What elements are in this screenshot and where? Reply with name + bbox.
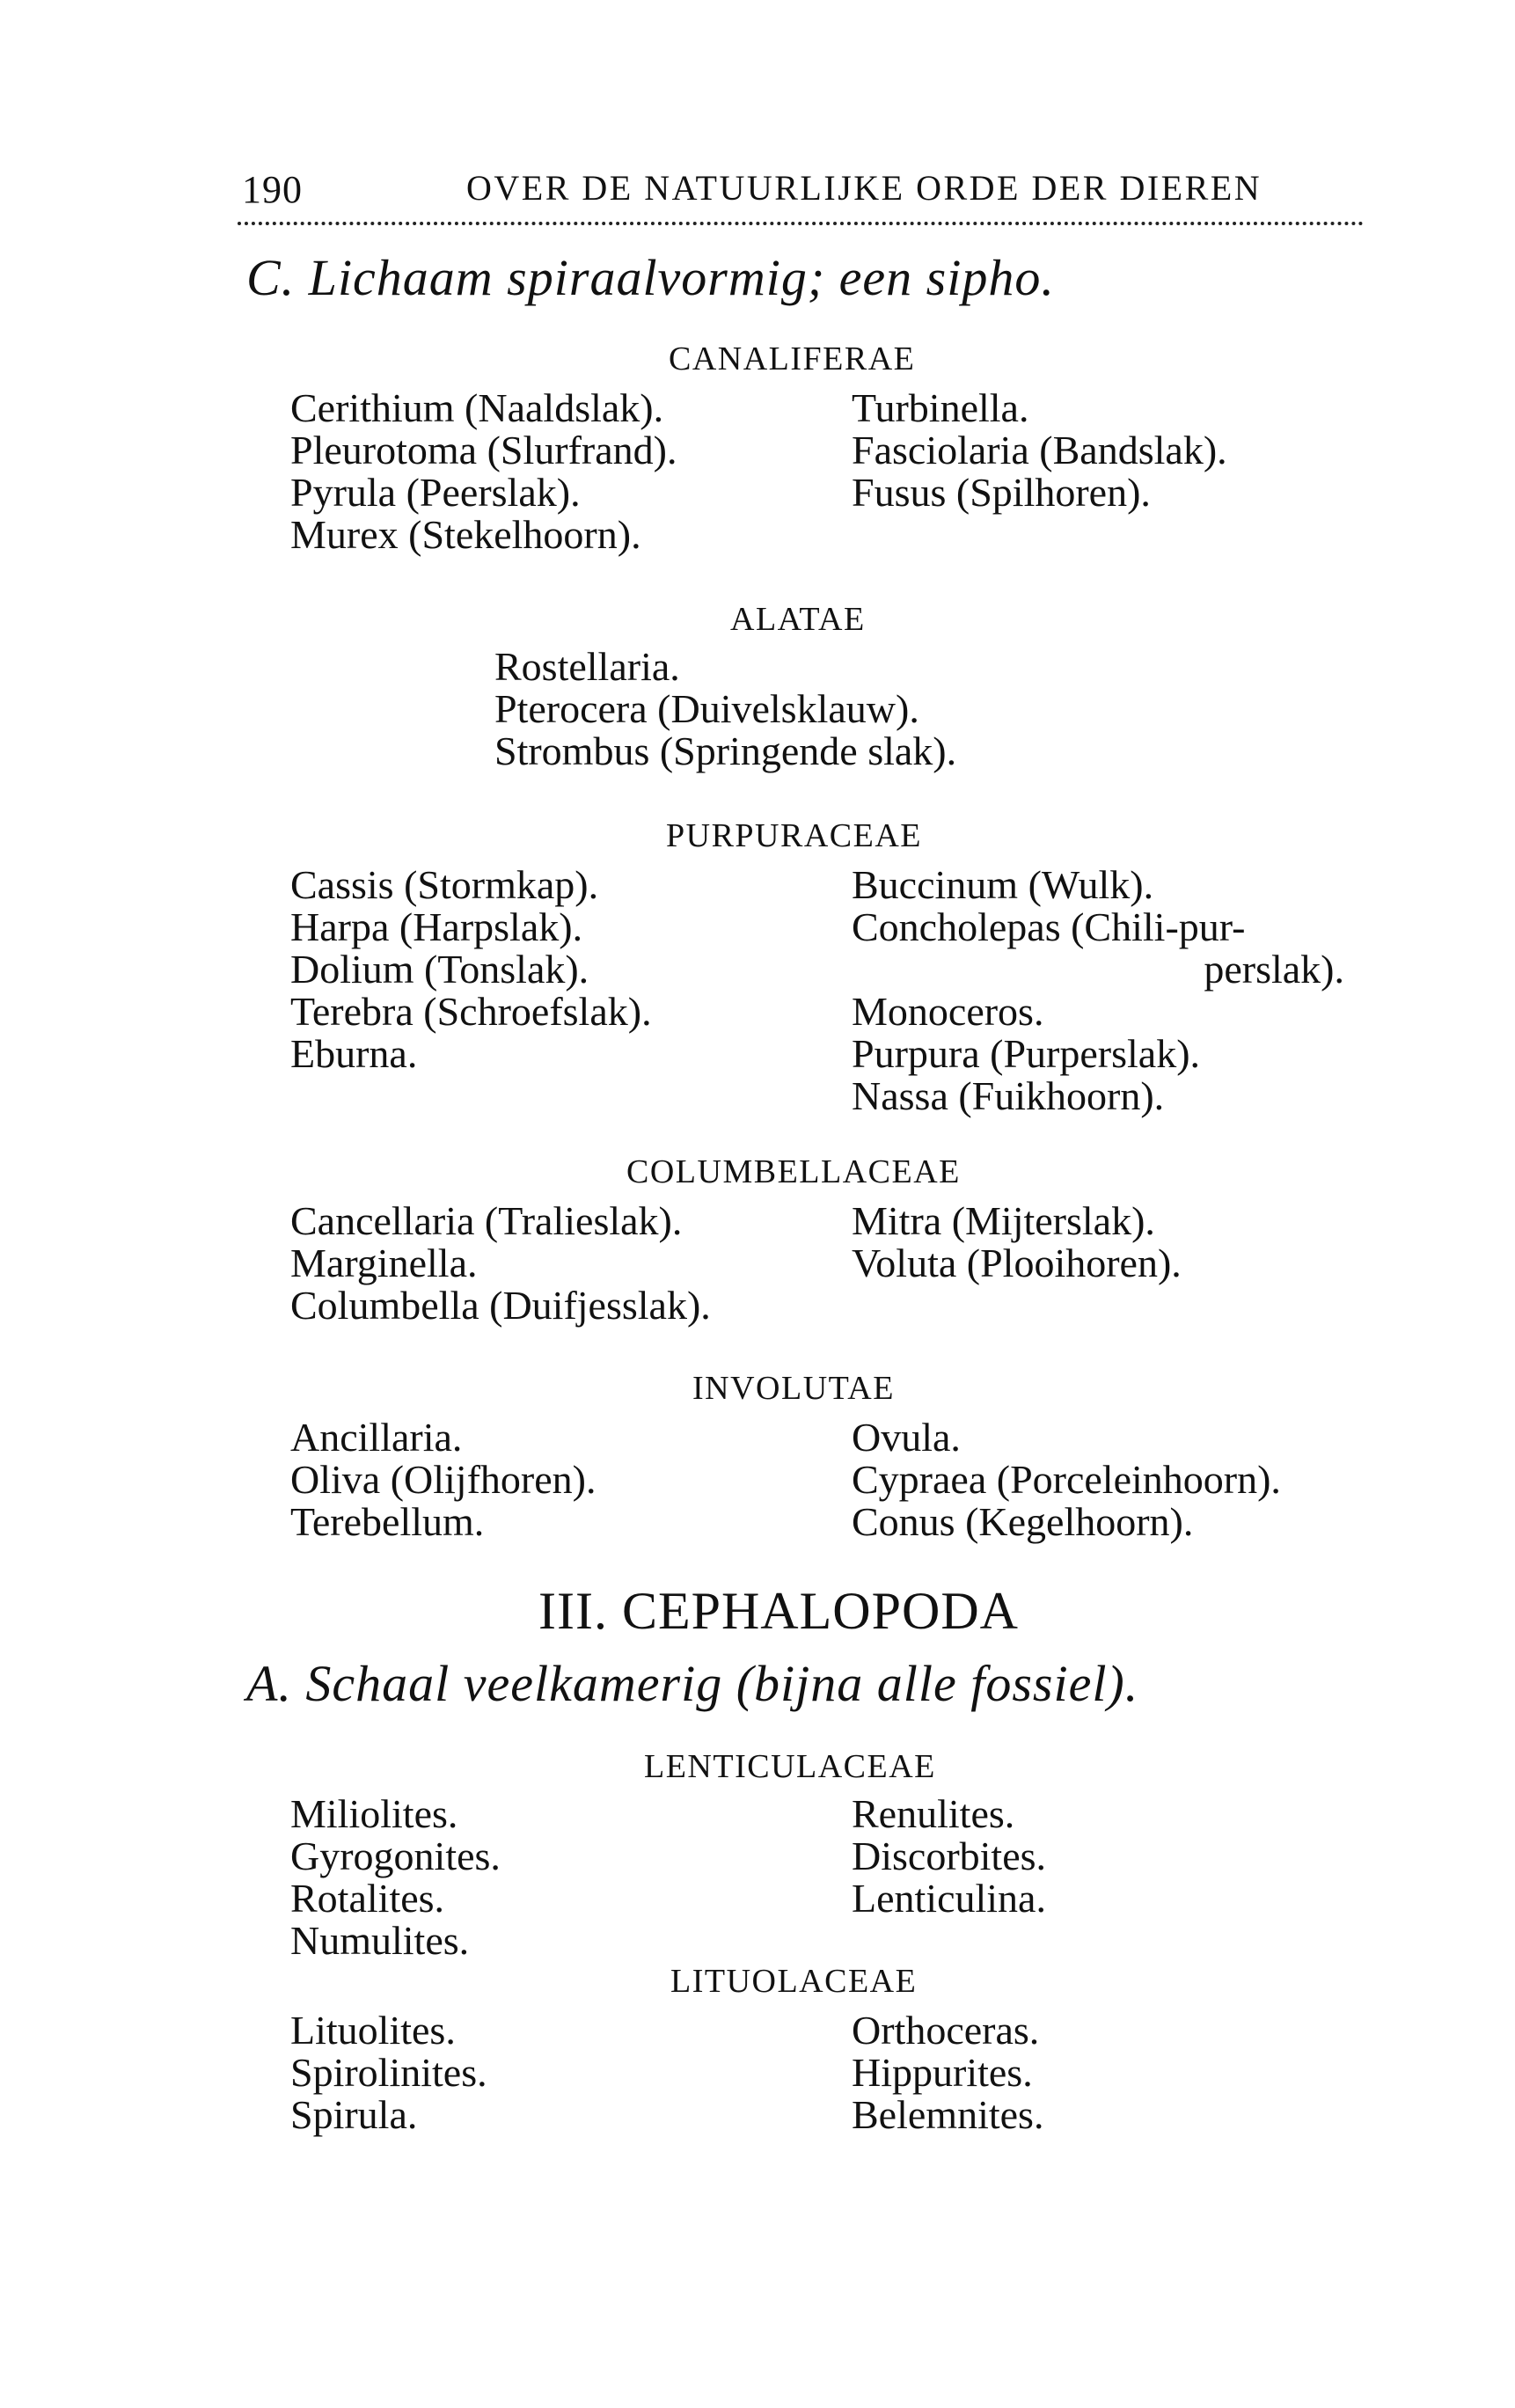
list-item: Cassis (Stormkap). (290, 862, 599, 907)
group-heading-purpuraceae: PURPURACEAE (666, 817, 922, 854)
list-item: Renulites. (852, 1791, 1015, 1836)
list-item: Oliva (Olijfhoren). (290, 1457, 596, 1502)
list-item: Gyrogonites. (290, 1833, 501, 1878)
group-heading-lenticulaceae: LENTICULACEAE (644, 1748, 936, 1785)
group-heading-lituolaceae: LITUOLACEAE (670, 1963, 918, 2000)
list-item: Dolium (Tonslak). (290, 947, 589, 992)
running-title: OVER DE NATUURLIJKE ORDE DER DIEREN (466, 168, 1262, 208)
purpuraceae-left-column (290, 864, 652, 1075)
list-item: Buccinum (Wulk). (852, 862, 1154, 907)
list-item: Discorbites. (852, 1833, 1047, 1878)
purpuraceae-right-column (852, 864, 1344, 1117)
involutae-left-column (290, 1416, 596, 1543)
list-item: Mitra (Mijterslak). (852, 1198, 1155, 1243)
header-dotted-rule (238, 222, 1364, 225)
list-item: Conus (Kegelhoorn). (852, 1499, 1194, 1544)
list-item: Turbinella. (852, 385, 1029, 430)
list-item: Hippurites. (852, 2050, 1033, 2095)
canaliferae-right-column (852, 387, 1227, 514)
list-item-continuation: perslak). (1204, 947, 1344, 992)
columbellaceae-left-column (290, 1200, 711, 1327)
section-a-heading: A. Schaal veelkamerig (bijna alle fossiel). (246, 1655, 1139, 1712)
lenticulaceae-right-column (852, 1793, 1046, 1920)
list-item: Murex (Stekelhoorn). (290, 512, 641, 557)
list-item: Monoceros. (852, 989, 1044, 1034)
list-item: Cerithium (Naaldslak). (290, 385, 664, 430)
group-heading-alatae: ALATAE (730, 601, 866, 638)
list-item: Numulites. (290, 1918, 470, 1963)
list-item: Columbella (Duifjesslak). (290, 1283, 711, 1328)
list-item: Rotalites. (290, 1876, 445, 1921)
list-item: Marginella. (290, 1241, 478, 1285)
group-heading-columbellaceae: COLUMBELLACEAE (626, 1153, 961, 1190)
list-item: Miliolites. (290, 1791, 458, 1836)
list-item: Pterocera (Duivelsklauw). (494, 686, 919, 731)
alatae-column (494, 646, 956, 772)
running-header (242, 167, 1359, 220)
list-item: Pyrula (Peerslak). (290, 470, 581, 515)
list-item: Strombus (Springende slak). (494, 728, 957, 773)
columbellaceae-right-column (852, 1200, 1182, 1285)
page-number: 190 (242, 168, 303, 211)
list-item: Ancillaria. (290, 1415, 463, 1460)
group-heading-canaliferae: CANALIFERAE (669, 340, 916, 377)
list-item: Terebra (Schroefslak). (290, 989, 652, 1034)
involutae-right-column (852, 1416, 1281, 1543)
list-item: Lenticulina. (852, 1876, 1046, 1921)
list-item: Harpa (Harpslak). (290, 904, 583, 949)
list-item: Spirula. (290, 2092, 418, 2137)
list-item: Cancellaria (Tralieslak). (290, 1198, 683, 1243)
list-item: Spirolinites. (290, 2050, 487, 2095)
list-item: Concholepas (Chili-pur- (852, 904, 1246, 949)
list-item: Lituolites. (290, 2008, 456, 2053)
list-item: Orthoceras. (852, 2008, 1040, 2053)
list-item: Nassa (Fuikhoorn). (852, 1073, 1165, 1118)
lituolaceae-left-column (290, 2009, 487, 2136)
lituolaceae-right-column (852, 2009, 1043, 2136)
lenticulaceae-left-column (290, 1793, 501, 1962)
list-item: Terebellum. (290, 1499, 485, 1544)
list-item: Pleurotoma (Slurfrand). (290, 428, 677, 472)
list-item: Fusus (Spilhoren). (852, 470, 1151, 515)
section-c-heading: C. Lichaam spiraalvormig; een sipho. (246, 249, 1055, 306)
list-item: Belemnites. (852, 2092, 1044, 2137)
list-item: Rostellaria. (494, 644, 680, 689)
canaliferae-left-column (290, 387, 677, 556)
list-item: Fasciolaria (Bandslak). (852, 428, 1227, 472)
part-iii-heading: III. CEPHALOPODA (538, 1582, 1019, 1640)
list-item: Ovula. (852, 1415, 961, 1460)
list-item: Cypraea (Porceleinhoorn). (852, 1457, 1281, 1502)
list-item: Purpura (Purperslak). (852, 1031, 1201, 1076)
list-item: Eburna. (290, 1031, 418, 1076)
list-item: Voluta (Plooihoren). (852, 1241, 1182, 1285)
group-heading-involutae: INVOLUTAE (692, 1370, 895, 1407)
